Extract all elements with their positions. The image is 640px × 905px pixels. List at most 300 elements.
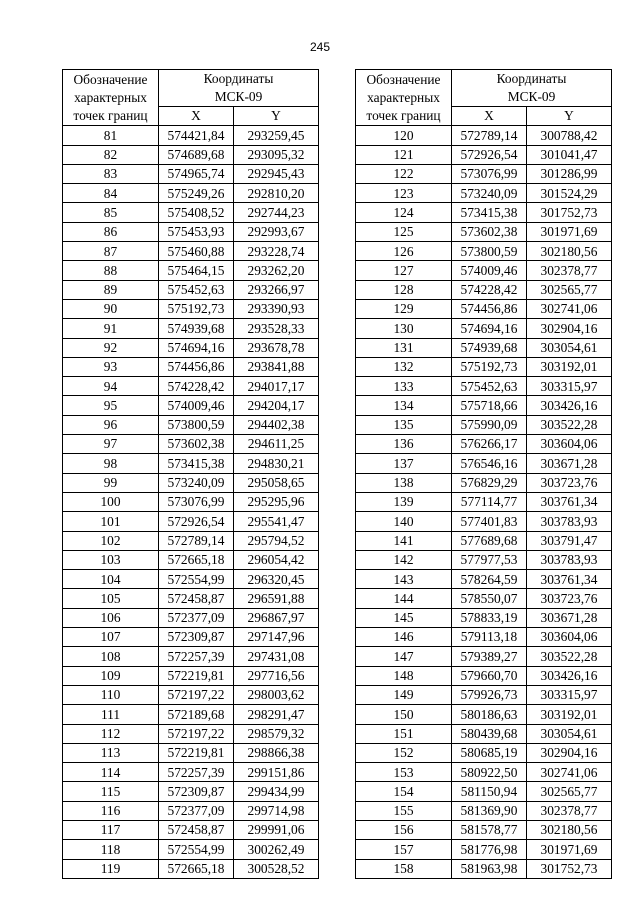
y-coordinate-cell: 295058,65 [234, 473, 319, 492]
x-coordinate-cell: 575464,15 [159, 261, 234, 280]
table-row [63, 840, 319, 859]
point-number-cell: 150 [356, 705, 452, 724]
header-coordinate-system: МСК-09 [214, 89, 263, 104]
table-row [63, 261, 319, 280]
x-coordinate-cell: 581963,98 [452, 859, 527, 878]
point-number-cell: 130 [356, 319, 452, 338]
table-row [356, 435, 612, 454]
table-row [356, 492, 612, 511]
table-row [63, 550, 319, 569]
x-coordinate-cell: 580439,68 [452, 724, 527, 743]
x-coordinate-cell: 581369,90 [452, 801, 527, 820]
y-coordinate-cell: 301752,73 [527, 859, 612, 878]
table-row [356, 126, 612, 145]
y-coordinate-cell: 293841,88 [234, 357, 319, 376]
table-row [63, 705, 319, 724]
table-row [356, 724, 612, 743]
x-coordinate-cell: 578550,07 [452, 589, 527, 608]
x-coordinate-cell: 574965,74 [159, 164, 234, 183]
point-number-cell: 87 [63, 242, 159, 261]
table-row [356, 743, 612, 762]
table-row [356, 299, 612, 318]
x-coordinate-cell: 572665,18 [159, 550, 234, 569]
header-coordinates [159, 70, 319, 107]
point-number-cell: 157 [356, 840, 452, 859]
y-coordinate-cell: 294611,25 [234, 435, 319, 454]
table-row [63, 589, 319, 608]
point-number-cell: 115 [63, 782, 159, 801]
point-number-cell: 158 [356, 859, 452, 878]
point-number-cell: 112 [63, 724, 159, 743]
x-coordinate-cell: 572309,87 [159, 782, 234, 801]
header-x: X [452, 107, 527, 126]
point-number-cell: 124 [356, 203, 452, 222]
table-row [63, 666, 319, 685]
table-row [63, 570, 319, 589]
table-row [63, 396, 319, 415]
y-coordinate-cell: 303426,16 [527, 396, 612, 415]
table-row [356, 685, 612, 704]
y-coordinate-cell: 302378,77 [527, 801, 612, 820]
x-coordinate-cell: 576829,29 [452, 473, 527, 492]
header-coordinates-title: Координаты [203, 71, 274, 86]
y-coordinate-cell: 296867,97 [234, 608, 319, 627]
point-number-cell: 84 [63, 184, 159, 203]
point-number-cell: 90 [63, 299, 159, 318]
x-coordinate-cell: 575408,52 [159, 203, 234, 222]
y-coordinate-cell: 303192,01 [527, 357, 612, 376]
y-coordinate-cell: 298291,47 [234, 705, 319, 724]
point-number-cell: 128 [356, 280, 452, 299]
point-number-cell: 88 [63, 261, 159, 280]
y-coordinate-cell: 301971,69 [527, 222, 612, 241]
y-coordinate-cell: 296054,42 [234, 550, 319, 569]
header-point-label: Обозначение характерных точек границ [356, 70, 452, 126]
x-coordinate-cell: 572377,09 [159, 801, 234, 820]
y-coordinate-cell: 293266,97 [234, 280, 319, 299]
point-number-cell: 121 [356, 145, 452, 164]
y-coordinate-cell: 302741,06 [527, 763, 612, 782]
x-coordinate-cell: 572926,54 [452, 145, 527, 164]
table-row [63, 164, 319, 183]
point-number-cell: 125 [356, 222, 452, 241]
y-coordinate-cell: 303054,61 [527, 724, 612, 743]
table-row [356, 473, 612, 492]
y-coordinate-cell: 299991,06 [234, 820, 319, 839]
point-number-cell: 104 [63, 570, 159, 589]
point-number-cell: 143 [356, 570, 452, 589]
y-coordinate-cell: 303723,76 [527, 473, 612, 492]
y-coordinate-cell: 302565,77 [527, 782, 612, 801]
table-body-right [356, 126, 612, 879]
point-number-cell: 133 [356, 377, 452, 396]
table-row [63, 299, 319, 318]
table-row [63, 435, 319, 454]
point-number-cell: 155 [356, 801, 452, 820]
x-coordinate-cell: 579113,18 [452, 628, 527, 647]
y-coordinate-cell: 303522,28 [527, 647, 612, 666]
point-number-cell: 146 [356, 628, 452, 647]
x-coordinate-cell: 574694,16 [159, 338, 234, 357]
point-number-cell: 141 [356, 531, 452, 550]
y-coordinate-cell: 297431,08 [234, 647, 319, 666]
x-coordinate-cell: 572458,87 [159, 820, 234, 839]
point-number-cell: 86 [63, 222, 159, 241]
point-number-cell: 108 [63, 647, 159, 666]
x-coordinate-cell: 573602,38 [452, 222, 527, 241]
x-coordinate-cell: 575460,88 [159, 242, 234, 261]
y-coordinate-cell: 300262,49 [234, 840, 319, 859]
x-coordinate-cell: 574421,84 [159, 126, 234, 145]
point-number-cell: 111 [63, 705, 159, 724]
y-coordinate-cell: 295541,47 [234, 512, 319, 531]
x-coordinate-cell: 572458,87 [159, 589, 234, 608]
y-coordinate-cell: 303761,34 [527, 492, 612, 511]
y-coordinate-cell: 300788,42 [527, 126, 612, 145]
y-coordinate-cell: 303192,01 [527, 705, 612, 724]
y-coordinate-cell: 295794,52 [234, 531, 319, 550]
table-row [356, 859, 612, 878]
x-coordinate-cell: 577689,68 [452, 531, 527, 550]
y-coordinate-cell: 298579,32 [234, 724, 319, 743]
y-coordinate-cell: 301286,99 [527, 164, 612, 183]
point-number-cell: 109 [63, 666, 159, 685]
x-coordinate-cell: 575192,73 [159, 299, 234, 318]
point-number-cell: 149 [356, 685, 452, 704]
table-row [63, 357, 319, 376]
point-number-cell: 127 [356, 261, 452, 280]
table-row [356, 782, 612, 801]
y-coordinate-cell: 292993,67 [234, 222, 319, 241]
point-number-cell: 139 [356, 492, 452, 511]
y-coordinate-cell: 302904,16 [527, 743, 612, 762]
y-coordinate-cell: 298866,38 [234, 743, 319, 762]
table-row [356, 454, 612, 473]
x-coordinate-cell: 581150,94 [452, 782, 527, 801]
table-row [63, 724, 319, 743]
x-coordinate-cell: 572789,14 [452, 126, 527, 145]
point-number-cell: 144 [356, 589, 452, 608]
table-row [356, 319, 612, 338]
x-coordinate-cell: 572789,14 [159, 531, 234, 550]
table-row [356, 608, 612, 627]
y-coordinate-cell: 303783,93 [527, 512, 612, 531]
x-coordinate-cell: 572257,39 [159, 763, 234, 782]
y-coordinate-cell: 302180,56 [527, 242, 612, 261]
y-coordinate-cell: 301752,73 [527, 203, 612, 222]
y-coordinate-cell: 299434,99 [234, 782, 319, 801]
y-coordinate-cell: 299714,98 [234, 801, 319, 820]
table-row [356, 184, 612, 203]
y-coordinate-cell: 303315,97 [527, 377, 612, 396]
table-row [356, 396, 612, 415]
y-coordinate-cell: 302741,06 [527, 299, 612, 318]
point-number-cell: 110 [63, 685, 159, 704]
point-number-cell: 100 [63, 492, 159, 511]
x-coordinate-cell: 575453,93 [159, 222, 234, 241]
y-coordinate-cell: 302565,77 [527, 280, 612, 299]
x-coordinate-cell: 579660,70 [452, 666, 527, 685]
x-coordinate-cell: 580685,19 [452, 743, 527, 762]
point-number-cell: 114 [63, 763, 159, 782]
point-number-cell: 91 [63, 319, 159, 338]
table-body-left [63, 126, 319, 879]
table-row [63, 628, 319, 647]
y-coordinate-cell: 294402,38 [234, 415, 319, 434]
coordinates-table-left [62, 69, 319, 879]
y-coordinate-cell: 303783,93 [527, 550, 612, 569]
point-number-cell: 132 [356, 357, 452, 376]
point-number-cell: 113 [63, 743, 159, 762]
y-coordinate-cell: 292744,23 [234, 203, 319, 222]
y-coordinate-cell: 293228,74 [234, 242, 319, 261]
x-coordinate-cell: 575452,63 [452, 377, 527, 396]
y-coordinate-cell: 293678,78 [234, 338, 319, 357]
y-coordinate-cell: 293390,93 [234, 299, 319, 318]
header-coordinates [452, 70, 612, 107]
point-number-cell: 156 [356, 820, 452, 839]
y-coordinate-cell: 303315,97 [527, 685, 612, 704]
point-number-cell: 97 [63, 435, 159, 454]
table-row [356, 222, 612, 241]
y-coordinate-cell: 303426,16 [527, 666, 612, 685]
point-number-cell: 83 [63, 164, 159, 183]
point-number-cell: 122 [356, 164, 452, 183]
x-coordinate-cell: 572665,18 [159, 859, 234, 878]
point-number-cell: 116 [63, 801, 159, 820]
point-number-cell: 153 [356, 763, 452, 782]
point-number-cell: 147 [356, 647, 452, 666]
table-row [356, 666, 612, 685]
point-number-cell: 98 [63, 454, 159, 473]
point-number-cell: 103 [63, 550, 159, 569]
point-number-cell: 126 [356, 242, 452, 261]
x-coordinate-cell: 575452,63 [159, 280, 234, 299]
y-coordinate-cell: 303604,06 [527, 628, 612, 647]
x-coordinate-cell: 572219,81 [159, 666, 234, 685]
x-coordinate-cell: 573415,38 [159, 454, 234, 473]
x-coordinate-cell: 572377,09 [159, 608, 234, 627]
point-number-cell: 102 [63, 531, 159, 550]
table-row [356, 763, 612, 782]
table-row [356, 570, 612, 589]
x-coordinate-cell: 573076,99 [159, 492, 234, 511]
table-row [356, 415, 612, 434]
x-coordinate-cell: 572309,87 [159, 628, 234, 647]
table-row [63, 492, 319, 511]
table-row [356, 531, 612, 550]
point-number-cell: 152 [356, 743, 452, 762]
point-number-cell: 101 [63, 512, 159, 531]
table-row [63, 126, 319, 145]
table-row [356, 261, 612, 280]
point-number-cell: 93 [63, 357, 159, 376]
header-y: Y [527, 107, 612, 126]
x-coordinate-cell: 577977,53 [452, 550, 527, 569]
x-coordinate-cell: 575718,66 [452, 396, 527, 415]
y-coordinate-cell: 297716,56 [234, 666, 319, 685]
point-number-cell: 81 [63, 126, 159, 145]
y-coordinate-cell: 293095,32 [234, 145, 319, 164]
table-row [356, 820, 612, 839]
x-coordinate-cell: 574456,86 [159, 357, 234, 376]
y-coordinate-cell: 303671,28 [527, 608, 612, 627]
point-number-cell: 99 [63, 473, 159, 492]
x-coordinate-cell: 574009,46 [452, 261, 527, 280]
point-number-cell: 119 [63, 859, 159, 878]
table-row [63, 763, 319, 782]
point-number-cell: 137 [356, 454, 452, 473]
x-coordinate-cell: 574009,46 [159, 396, 234, 415]
x-coordinate-cell: 573800,59 [159, 415, 234, 434]
table-row [356, 164, 612, 183]
table-row [63, 512, 319, 531]
point-number-cell: 120 [356, 126, 452, 145]
y-coordinate-cell: 296320,45 [234, 570, 319, 589]
table-row [63, 531, 319, 550]
y-coordinate-cell: 295295,96 [234, 492, 319, 511]
point-number-cell: 123 [356, 184, 452, 203]
x-coordinate-cell: 573240,09 [159, 473, 234, 492]
table-row [63, 782, 319, 801]
x-coordinate-cell: 572926,54 [159, 512, 234, 531]
x-coordinate-cell: 572189,68 [159, 705, 234, 724]
y-coordinate-cell: 293262,20 [234, 261, 319, 280]
x-coordinate-cell: 574939,68 [452, 338, 527, 357]
point-number-cell: 142 [356, 550, 452, 569]
header-y: Y [234, 107, 319, 126]
x-coordinate-cell: 574694,16 [452, 319, 527, 338]
point-number-cell: 129 [356, 299, 452, 318]
x-coordinate-cell: 573415,38 [452, 203, 527, 222]
table-row [63, 608, 319, 627]
x-coordinate-cell: 572219,81 [159, 743, 234, 762]
x-coordinate-cell: 572554,99 [159, 570, 234, 589]
table-row [356, 280, 612, 299]
point-number-cell: 136 [356, 435, 452, 454]
table-row [63, 338, 319, 357]
header-coordinates-title: Координаты [496, 71, 567, 86]
table-row [356, 647, 612, 666]
y-coordinate-cell: 303761,34 [527, 570, 612, 589]
x-coordinate-cell: 574689,68 [159, 145, 234, 164]
point-number-cell: 96 [63, 415, 159, 434]
x-coordinate-cell: 580186,63 [452, 705, 527, 724]
table-row [63, 242, 319, 261]
x-coordinate-cell: 573076,99 [452, 164, 527, 183]
y-coordinate-cell: 303671,28 [527, 454, 612, 473]
y-coordinate-cell: 302904,16 [527, 319, 612, 338]
table-row [63, 820, 319, 839]
x-coordinate-cell: 581776,98 [452, 840, 527, 859]
x-coordinate-cell: 572197,22 [159, 724, 234, 743]
x-coordinate-cell: 578264,59 [452, 570, 527, 589]
point-number-cell: 154 [356, 782, 452, 801]
table-row [63, 184, 319, 203]
x-coordinate-cell: 573602,38 [159, 435, 234, 454]
table-row [356, 628, 612, 647]
x-coordinate-cell: 572197,22 [159, 685, 234, 704]
table-row [63, 801, 319, 820]
point-number-cell: 92 [63, 338, 159, 357]
x-coordinate-cell: 574228,42 [452, 280, 527, 299]
x-coordinate-cell: 576266,17 [452, 435, 527, 454]
table-row [63, 473, 319, 492]
y-coordinate-cell: 294017,17 [234, 377, 319, 396]
x-coordinate-cell: 573800,59 [452, 242, 527, 261]
y-coordinate-cell: 303522,28 [527, 415, 612, 434]
y-coordinate-cell: 292810,20 [234, 184, 319, 203]
point-number-cell: 89 [63, 280, 159, 299]
table-row [356, 512, 612, 531]
point-number-cell: 82 [63, 145, 159, 164]
table-row [356, 705, 612, 724]
x-coordinate-cell: 574939,68 [159, 319, 234, 338]
y-coordinate-cell: 302378,77 [527, 261, 612, 280]
table-row [63, 743, 319, 762]
y-coordinate-cell: 292945,43 [234, 164, 319, 183]
y-coordinate-cell: 302180,56 [527, 820, 612, 839]
point-number-cell: 135 [356, 415, 452, 434]
x-coordinate-cell: 577114,77 [452, 492, 527, 511]
point-number-cell: 138 [356, 473, 452, 492]
x-coordinate-cell: 574228,42 [159, 377, 234, 396]
point-number-cell: 107 [63, 628, 159, 647]
y-coordinate-cell: 297147,96 [234, 628, 319, 647]
table-row [356, 338, 612, 357]
point-number-cell: 85 [63, 203, 159, 222]
table-row [63, 685, 319, 704]
header-x: X [159, 107, 234, 126]
y-coordinate-cell: 303604,06 [527, 435, 612, 454]
y-coordinate-cell: 294830,21 [234, 454, 319, 473]
y-coordinate-cell: 303054,61 [527, 338, 612, 357]
x-coordinate-cell: 575192,73 [452, 357, 527, 376]
x-coordinate-cell: 578833,19 [452, 608, 527, 627]
point-number-cell: 140 [356, 512, 452, 531]
point-number-cell: 151 [356, 724, 452, 743]
x-coordinate-cell: 579926,73 [452, 685, 527, 704]
y-coordinate-cell: 300528,52 [234, 859, 319, 878]
x-coordinate-cell: 575990,09 [452, 415, 527, 434]
point-number-cell: 95 [63, 396, 159, 415]
x-coordinate-cell: 575249,26 [159, 184, 234, 203]
point-number-cell: 94 [63, 377, 159, 396]
point-number-cell: 117 [63, 820, 159, 839]
point-number-cell: 134 [356, 396, 452, 415]
table-row [63, 454, 319, 473]
table-row [356, 589, 612, 608]
x-coordinate-cell: 581578,77 [452, 820, 527, 839]
point-number-cell: 106 [63, 608, 159, 627]
table-row [356, 801, 612, 820]
y-coordinate-cell: 301971,69 [527, 840, 612, 859]
table-row [63, 319, 319, 338]
y-coordinate-cell: 293528,33 [234, 319, 319, 338]
y-coordinate-cell: 301524,29 [527, 184, 612, 203]
y-coordinate-cell: 296591,88 [234, 589, 319, 608]
x-coordinate-cell: 572257,39 [159, 647, 234, 666]
header-coordinate-system: МСК-09 [507, 89, 556, 104]
x-coordinate-cell: 580922,50 [452, 763, 527, 782]
y-coordinate-cell: 301041,47 [527, 145, 612, 164]
y-coordinate-cell: 303723,76 [527, 589, 612, 608]
x-coordinate-cell: 579389,27 [452, 647, 527, 666]
table-row [63, 859, 319, 878]
table-row [63, 145, 319, 164]
table-row [356, 357, 612, 376]
table-row [356, 203, 612, 222]
